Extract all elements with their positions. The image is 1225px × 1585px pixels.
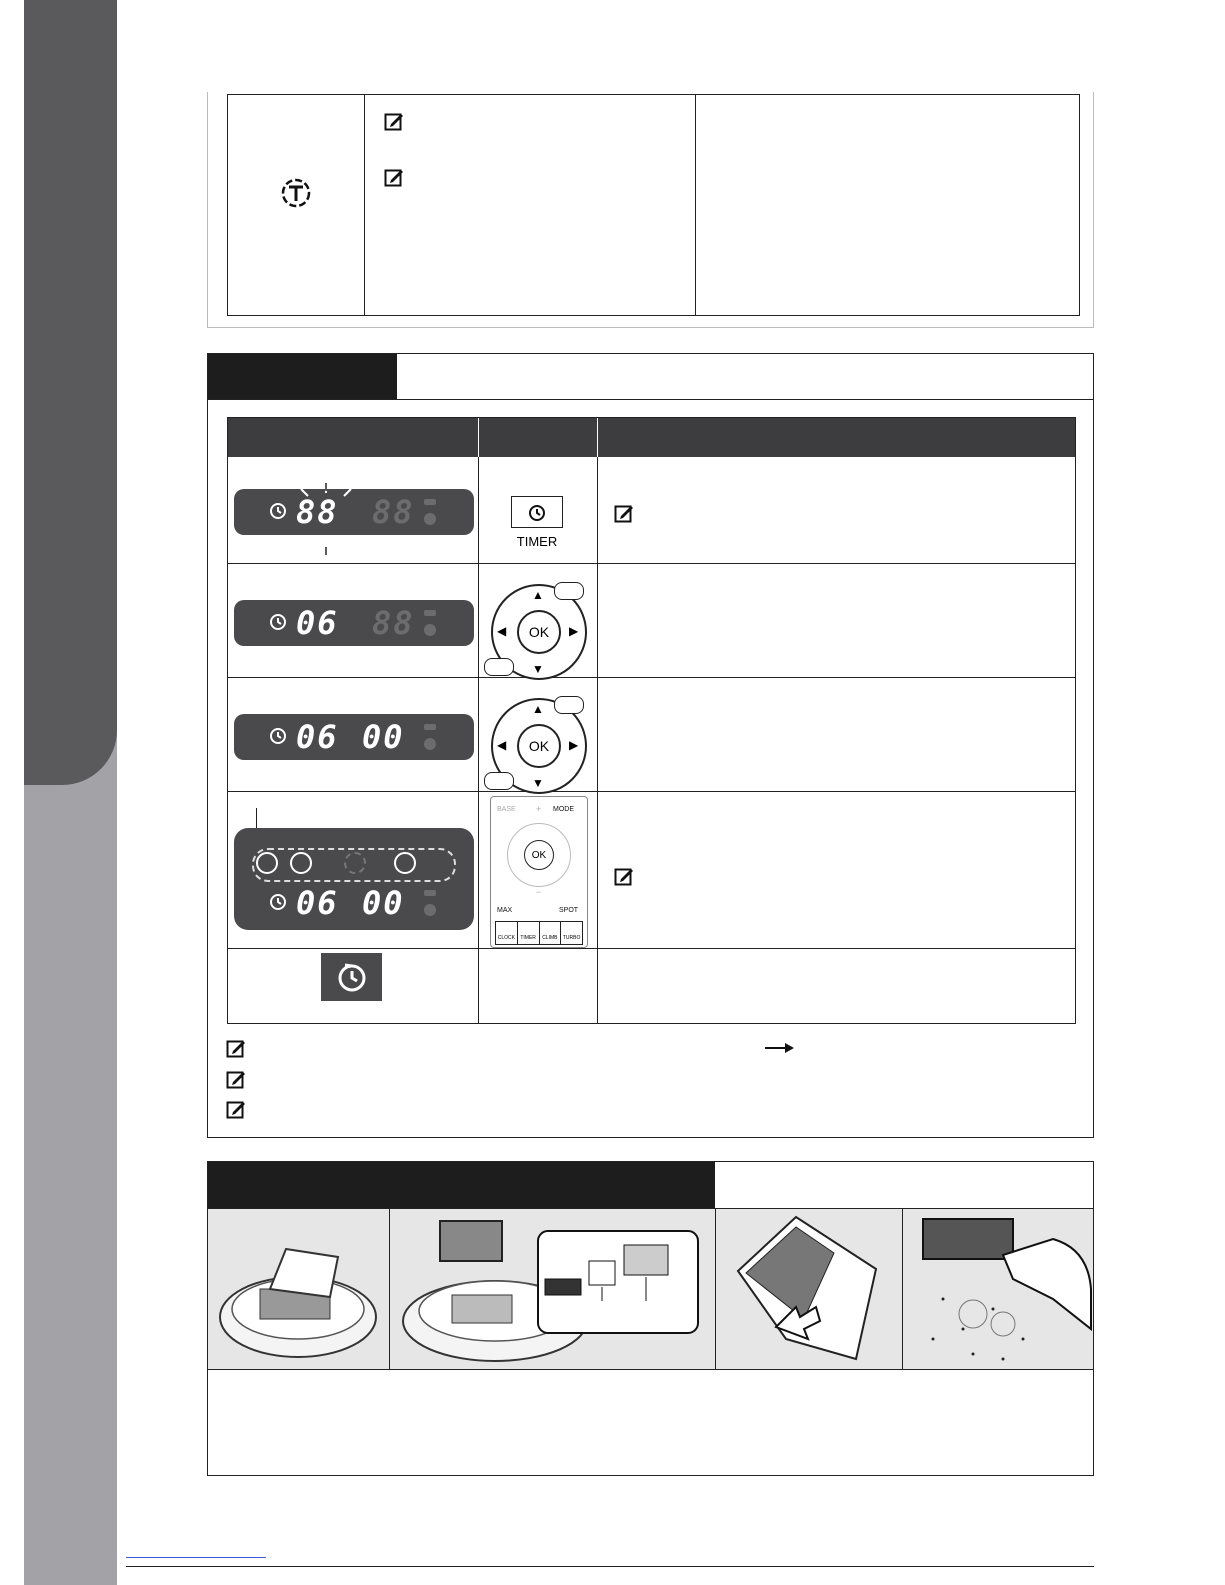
timer-button[interactable]	[511, 496, 563, 528]
left-arrow-icon[interactable]: ◀	[497, 624, 507, 638]
timer-icon	[268, 612, 288, 632]
left-arrow-icon[interactable]: ◀	[497, 738, 507, 752]
lcd-hours: 88	[296, 493, 339, 531]
lcd-minutes: 88	[372, 604, 415, 642]
lcd-display	[234, 714, 474, 760]
top-table	[227, 94, 1080, 316]
down-arrow-icon[interactable]: ▼	[532, 776, 544, 790]
auto-icon	[344, 852, 366, 874]
note-pencil-icon	[614, 866, 634, 886]
spot-icon	[394, 852, 416, 874]
ok-button[interactable]: OK	[517, 610, 561, 654]
warning-indicator	[424, 738, 436, 750]
callout-bubble	[484, 658, 514, 676]
max-button[interactable]: MAX	[497, 907, 513, 914]
step-image-filter-arrow	[716, 1209, 902, 1369]
row-divider	[228, 677, 1075, 678]
table-header-row	[228, 418, 1075, 457]
ok-button[interactable]: OK	[524, 840, 554, 870]
warning-indicator	[424, 624, 436, 636]
timer-button[interactable]: TIMER	[518, 922, 540, 944]
timer-icon	[335, 960, 369, 994]
note-pencil-icon	[226, 1099, 246, 1119]
max-grid-icon	[290, 852, 312, 874]
remote-function-buttons	[495, 921, 583, 945]
row-divider	[228, 791, 1075, 792]
filter-brush-illustration	[903, 1209, 1093, 1369]
right-arrow-icon[interactable]: ▶	[569, 738, 579, 752]
clock-button[interactable]: CLOCK	[496, 922, 518, 944]
base-button[interactable]: BASE	[497, 806, 516, 813]
timer-button-label: TIMER	[516, 534, 558, 549]
warning-indicator	[424, 904, 436, 916]
column-divider	[695, 95, 696, 315]
robot-open-lid-illustration	[208, 1209, 389, 1369]
lcd-hours: 06	[296, 604, 339, 642]
spot-button[interactable]: SPOT	[559, 907, 579, 914]
right-arrow-icon[interactable]: ▶	[569, 624, 579, 638]
footer-rule	[126, 1566, 1094, 1567]
note-pencil-icon	[384, 111, 404, 131]
timer-icon	[268, 726, 288, 746]
robot-dustbin-illustration	[390, 1209, 715, 1369]
timer-indicator-box	[321, 953, 382, 1001]
turbo-button[interactable]: TURBO	[562, 935, 581, 941]
note-pencil-icon	[226, 1069, 246, 1089]
ok-button[interactable]: OK	[517, 724, 561, 768]
timer-section	[207, 353, 1094, 1138]
lcd-display-full	[234, 828, 474, 930]
remote-control	[490, 796, 588, 948]
footer-link-underline	[126, 1557, 266, 1558]
section-header-tab	[208, 1162, 715, 1208]
section-rule	[208, 1369, 1093, 1370]
section-header-tab	[208, 354, 397, 399]
right-arrow-icon	[765, 1042, 795, 1054]
turbo-t-icon	[278, 175, 314, 211]
lcd-display	[234, 600, 474, 646]
indicator-light	[424, 610, 436, 616]
header-divider	[478, 418, 479, 457]
down-arrow-icon[interactable]: ▼	[532, 662, 544, 676]
indicator-light	[424, 499, 436, 505]
timer-icon	[527, 502, 547, 522]
column-divider	[478, 457, 479, 1023]
filter-insert-illustration	[716, 1209, 902, 1369]
warning-indicator	[424, 513, 436, 525]
row-divider	[228, 563, 1075, 564]
mode-icon	[256, 852, 278, 874]
note-pencil-icon	[384, 167, 404, 187]
callout-bubble	[554, 696, 584, 714]
column-divider	[364, 95, 365, 315]
callout-bubble	[554, 582, 584, 600]
lcd-hours: 06	[296, 884, 339, 922]
indicator-light	[424, 724, 436, 730]
row-divider	[228, 948, 1075, 949]
step-image-remove-dustbin	[390, 1209, 715, 1369]
climb-button[interactable]: CLIMB	[540, 922, 562, 944]
section-header-rule	[208, 399, 1093, 400]
up-arrow-icon[interactable]: ▲	[532, 702, 544, 716]
lcd-minutes: 88	[372, 493, 415, 531]
step-image-brush-filter	[903, 1209, 1093, 1369]
filter-section	[207, 1161, 1094, 1476]
step-image-open-lid	[208, 1209, 389, 1369]
page-margin	[0, 0, 24, 1585]
header-divider	[597, 418, 598, 457]
timer-icon	[268, 892, 288, 912]
callout-bubble	[484, 772, 514, 790]
direction-pad[interactable]	[507, 823, 571, 887]
mode-button[interactable]: MODE	[553, 806, 574, 813]
note-pencil-icon	[226, 1038, 246, 1058]
lcd-hours: 06	[296, 718, 339, 756]
lcd-minutes: 00	[362, 718, 405, 756]
up-arrow-icon[interactable]: ▲	[532, 588, 544, 602]
note-pencil-icon	[614, 503, 634, 523]
blink-rays	[256, 483, 396, 555]
lcd-minutes: 00	[362, 884, 405, 922]
timer-steps-table	[227, 417, 1076, 1024]
column-divider	[597, 457, 598, 1023]
indicator-light	[424, 890, 436, 896]
plus-button[interactable]: +	[536, 804, 542, 814]
minus-button[interactable]: −	[536, 887, 542, 897]
